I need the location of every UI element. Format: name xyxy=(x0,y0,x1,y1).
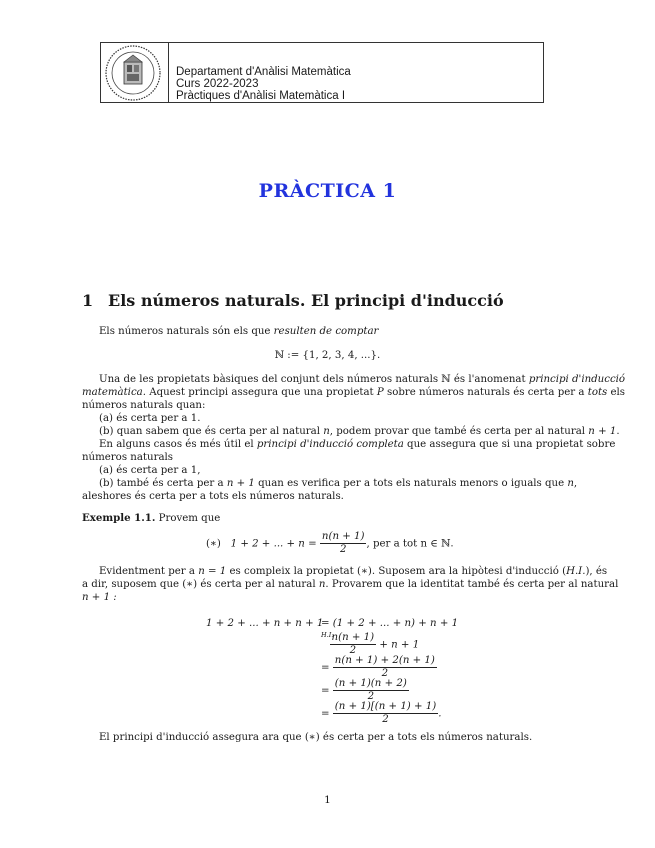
example-heading: Exemple 1.1. Provem que xyxy=(82,512,221,524)
list-item-a1: (a) és certa per a 1. xyxy=(99,413,201,424)
example-equation: (∗) 1 + 2 + ... + n = $\frac{n(n + 1)}{2}$ , per a tot n ∈ ℕ. xyxy=(206,531,454,555)
paragraph-induction-line3: n + 1 : xyxy=(82,592,117,603)
list-item-b2-cont: aleshores és certa per a tots els números naturals. xyxy=(82,491,344,502)
paragraph-principle-line2: matemàtica. Aquest principi assegura que una propietat P sobre números naturals és certa per a tots els xyxy=(82,387,626,398)
derivation-step-3: = $\frac{n(n + 1) + 2(n + 1)}{2}$ xyxy=(321,655,435,679)
header-course: Curs 2022-2023 xyxy=(176,78,259,90)
paragraph-induction-line1: Evidentment per a n = 1 es compleix la propietat (∗). Suposem ara la hipòtesi d'inducció (H.I.), és xyxy=(99,566,608,577)
equation-fraction: $\frac{n(n + 1)}{2}$ xyxy=(321,531,365,555)
paragraph-induction-line2: a dir, suposem que (∗) és certa per al natural n. Provarem que la identitat també és certa per al natural xyxy=(82,579,619,590)
derivation-lhs: 1 + 2 + ... + n + n + 1 xyxy=(206,618,324,629)
naturals-definition: ℕ := {1, 2, 3, 4, ...}. xyxy=(274,350,381,361)
derivation-step-4: = $\frac{(n + 1)(n + 2)}{2}$ xyxy=(321,678,407,702)
list-item-b2: (b) també és certa per a n + 1 quan es verifica per a tots els naturals menors o iguals que n, xyxy=(99,478,578,489)
section-number: 1 xyxy=(82,291,94,310)
paragraph-intro: Els números naturals són els que resulten de comptar xyxy=(99,326,379,337)
paragraph-principle-line3: números naturals quan: xyxy=(82,400,206,411)
header-divider xyxy=(168,42,169,103)
university-seal-icon xyxy=(104,44,162,102)
section-title: Els números naturals. El principi d'inducció xyxy=(108,291,504,310)
page-number: 1 xyxy=(324,794,331,806)
list-item-a2: (a) és certa per a 1, xyxy=(99,465,201,476)
paragraph-complete-line1: En alguns casos és més útil el principi d'inducció completa que assegura que si una propietat sobre xyxy=(99,439,616,450)
paragraph-principle-line1: Una de les propietats bàsiques del conjunt dels números naturals ℕ és l'anomenat principi d'inducció xyxy=(99,374,626,385)
conclusion-paragraph: El principi d'inducció assegura ara que (∗) és certa per a tots els números naturals. xyxy=(99,732,533,743)
page-title: PRÀCTICA 1 xyxy=(258,180,397,202)
derivation-step-5: = $\frac{(n + 1)[(n + 1) + 1)}{2}$ . xyxy=(321,701,442,725)
list-item-b1: (b) quan sabem que és certa per al natural n, podem provar que també és certa per al natural n + 1. xyxy=(99,426,620,437)
header-department: Departament d'Anàlisi Matemàtica xyxy=(176,66,351,78)
derivation-step-2: $\frac{n(n + 1)}{2}$ + n + 1 xyxy=(331,632,420,656)
header-subject: Pràctiques d'Anàlisi Matemàtica I xyxy=(176,90,346,102)
derivation-step-1: = (1 + 2 + ... + n) + n + 1 xyxy=(321,618,459,629)
paragraph-complete-line2: números naturals xyxy=(82,452,174,463)
induction-hypothesis-tag: H.I. xyxy=(321,631,334,639)
